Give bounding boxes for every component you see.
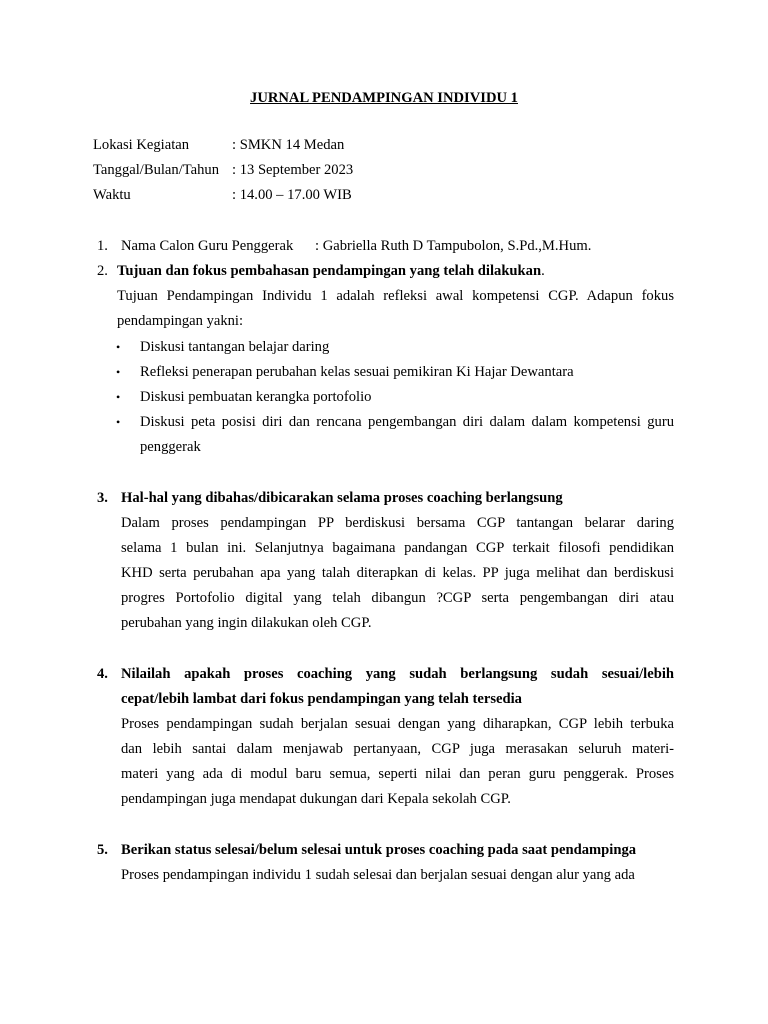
item5-number: 5. [97, 842, 108, 858]
item5-heading: Berikan status selesai/belum selesai untuk proses coaching pada saat pendampinga [121, 842, 637, 858]
bullet-item: Diskusi peta posisi diri dan rencana pengembangan diri dalam dalam kompetensi guru [140, 414, 674, 430]
item4-number: 4. [97, 666, 108, 682]
bullet-item: Refleksi penerapan perubahan kelas sesuai pemikiran Ki Hajar Dewantara [140, 364, 574, 380]
bullet-marker: • [116, 365, 121, 379]
item2-paragraph-line1: Tujuan Pendampingan Individu 1 adalah refleksi awal kompetensi CGP. Adapun fokus [117, 288, 674, 304]
item5-line: Proses pendampingan individu 1 sudah selesai dan berjalan sesuai dengan alur yang ada [121, 867, 635, 883]
item4-line: Proses pendampingan sudah berjalan sesuai dengan yang diharapkan, CGP lebih terbuka [121, 716, 674, 732]
item2-heading-wrap [117, 259, 545, 284]
info-value-date: : 13 September 2023 [232, 162, 354, 178]
item4-line: materi yang ada di modul baru semua, seperti nilai dan peran guru penggerak. Proses [121, 766, 674, 782]
item4-heading-line2: cepat/lebih lambat dari fokus pendampingan yang telah tersedia [121, 691, 522, 707]
item4-line: dan lebih santai dalam menjawab pertanyaan, CGP juga merasakan seluruh materi- [121, 741, 674, 757]
item3-line-last: perubahan yang ingin dilakukan oleh CGP. [121, 615, 372, 631]
item1-label: Nama Calon Guru Penggerak [121, 238, 294, 254]
item4-heading-line1: Nilailah apakah proses coaching yang sudah berlangsung sudah sesuai/lebih [121, 666, 674, 682]
item3-line: KHD serta perubahan apa yang talah diterapkan di kelas. PP juga melihat dan berdiskusi [121, 565, 674, 581]
info-value-time: : 14.00 – 17.00 WIB [232, 187, 352, 203]
item2-paragraph-line2: pendampingan yakni: [117, 313, 244, 329]
bullet-item-continuation: penggerak [140, 439, 201, 455]
bullet-item: Diskusi pembuatan kerangka portofolio [140, 389, 372, 405]
info-label-time: Waktu [93, 187, 131, 203]
item3-line: progres Portofolio digital yang telah dibangun ?CGP serta pengembangan diri atau [121, 590, 674, 606]
item1-value: : Gabriella Ruth D Tampubolon, S.Pd.,M.Hum. [315, 238, 592, 254]
info-value-location: : SMKN 14 Medan [232, 137, 345, 153]
document-title: JURNAL PENDAMPINGAN INDIVIDU 1 [250, 90, 518, 106]
item2-number: 2. [97, 263, 108, 279]
item2-heading: Tujuan dan fokus pembahasan pendampingan yang telah dilakukan [117, 263, 542, 279]
item1-number: 1. [97, 238, 108, 254]
info-label-location: Lokasi Kegiatan [93, 137, 190, 153]
bullet-marker: • [116, 340, 121, 354]
bullet-item: Diskusi tantangan belajar daring [140, 339, 330, 355]
item3-line: Dalam proses pendampingan PP berdiskusi bersama CGP tantangan belarar daring [121, 515, 674, 531]
bullet-marker: • [116, 415, 121, 429]
info-label-date: Tanggal/Bulan/Tahun [93, 162, 220, 178]
item3-heading: Hal-hal yang dibahas/dibicarakan selama proses coaching berlangsung [121, 490, 563, 506]
item2-heading-end: . [541, 263, 545, 279]
item3-number: 3. [97, 490, 108, 506]
item3-line: selama 1 bulan ini. Selanjutnya bagaimana pandangan CGP terkait filosofi pendidikan [121, 540, 674, 556]
bullet-marker: • [116, 390, 121, 404]
item4-line-last: pendampingan juga mendapat dukungan dari Kepala sekolah CGP. [121, 791, 511, 807]
